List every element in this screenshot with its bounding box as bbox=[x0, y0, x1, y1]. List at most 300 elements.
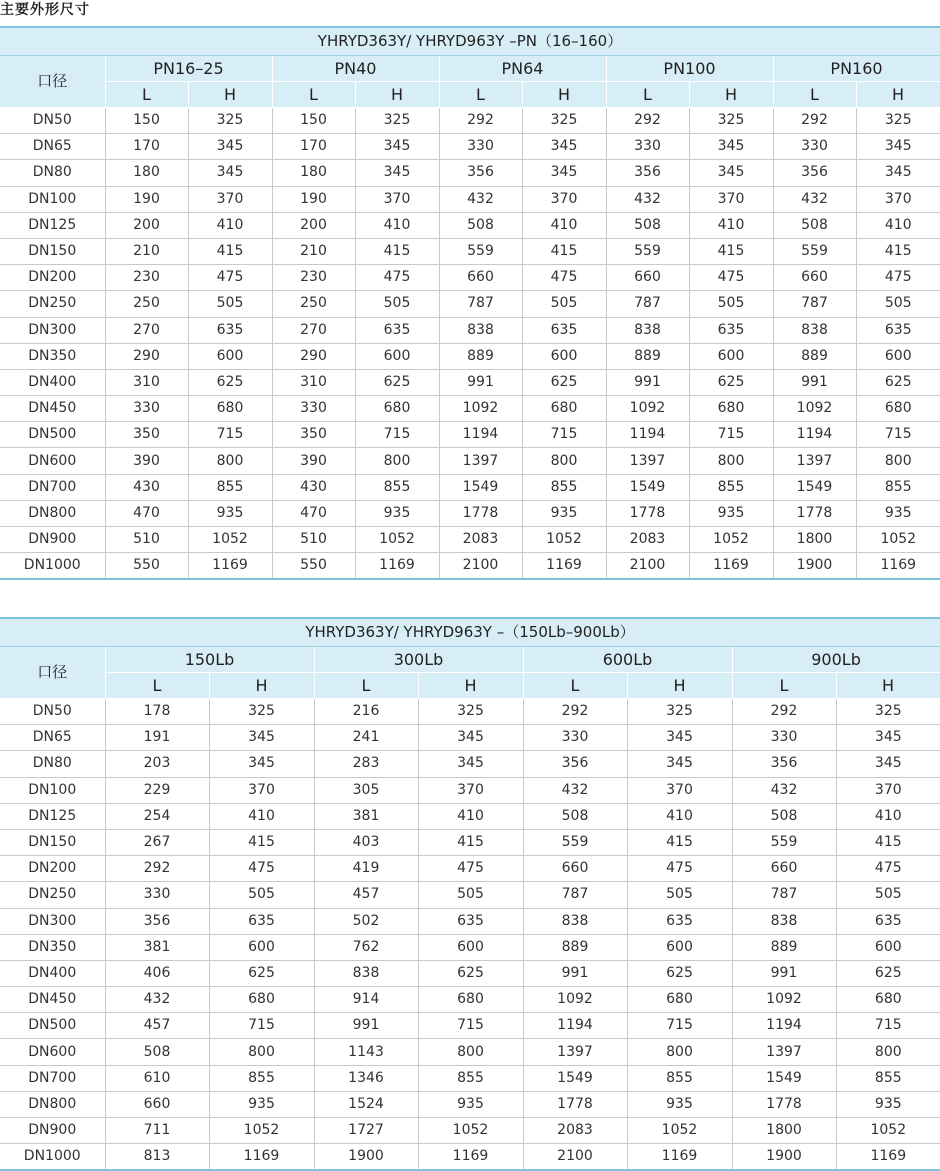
l-value-cell: 838 bbox=[773, 317, 856, 343]
h-value-cell: 345 bbox=[209, 725, 314, 751]
table-row bbox=[0, 1065, 940, 1091]
l-value-cell: 610 bbox=[105, 1065, 209, 1091]
table-row bbox=[0, 934, 940, 960]
h-value-cell: 325 bbox=[418, 699, 523, 725]
h-value-cell: 635 bbox=[836, 908, 940, 934]
group-header: PN100 bbox=[606, 56, 773, 82]
l-value-cell: 305 bbox=[314, 777, 418, 803]
h-value-cell: 600 bbox=[355, 343, 439, 369]
l-value-cell: 356 bbox=[523, 751, 627, 777]
l-value-cell: 838 bbox=[732, 908, 836, 934]
size-cell: DN65 bbox=[0, 134, 105, 160]
h-value-cell: 475 bbox=[856, 265, 940, 291]
size-cell: DN700 bbox=[0, 1065, 105, 1091]
l-value-cell: 200 bbox=[272, 212, 355, 238]
l-value-cell: 432 bbox=[523, 777, 627, 803]
l-value-cell: 508 bbox=[773, 212, 856, 238]
table-row bbox=[0, 134, 940, 160]
size-cell: DN150 bbox=[0, 238, 105, 264]
l-value-cell: 432 bbox=[606, 186, 689, 212]
h-value-cell: 415 bbox=[209, 829, 314, 855]
h-value-cell: 635 bbox=[209, 908, 314, 934]
size-cell: DN150 bbox=[0, 829, 105, 855]
h-value-cell: 505 bbox=[418, 882, 523, 908]
h-value-cell: 800 bbox=[856, 448, 940, 474]
h-value-cell: 600 bbox=[418, 934, 523, 960]
l-value-cell: 1397 bbox=[606, 448, 689, 474]
table-row bbox=[0, 882, 940, 908]
l-value-cell: 432 bbox=[439, 186, 522, 212]
h-value-cell: 635 bbox=[689, 317, 773, 343]
h-value-cell: 715 bbox=[856, 422, 940, 448]
l-header: L bbox=[606, 82, 689, 108]
table-row bbox=[0, 987, 940, 1013]
l-value-cell: 1778 bbox=[439, 500, 522, 526]
size-cell: DN80 bbox=[0, 160, 105, 186]
h-value-cell: 715 bbox=[836, 1013, 940, 1039]
h-value-cell: 855 bbox=[355, 474, 439, 500]
table-row bbox=[0, 856, 940, 882]
l-value-cell: 787 bbox=[732, 882, 836, 908]
l-value-cell: 330 bbox=[606, 134, 689, 160]
h-value-cell: 935 bbox=[209, 1091, 314, 1117]
h-value-cell: 635 bbox=[355, 317, 439, 343]
h-value-cell: 800 bbox=[627, 1039, 732, 1065]
h-value-cell: 715 bbox=[522, 422, 606, 448]
h-value-cell: 325 bbox=[856, 108, 940, 134]
l-value-cell: 502 bbox=[314, 908, 418, 934]
h-value-cell: 625 bbox=[856, 369, 940, 395]
l-value-cell: 889 bbox=[439, 343, 522, 369]
h-value-cell: 345 bbox=[856, 160, 940, 186]
l-value-cell: 1778 bbox=[773, 500, 856, 526]
l-value-cell: 508 bbox=[105, 1039, 209, 1065]
h-value-cell: 415 bbox=[856, 238, 940, 264]
h-value-cell: 1052 bbox=[856, 527, 940, 553]
h-value-cell: 800 bbox=[355, 448, 439, 474]
l-header: L bbox=[773, 82, 856, 108]
h-value-cell: 935 bbox=[188, 500, 272, 526]
size-cell: DN300 bbox=[0, 317, 105, 343]
h-value-cell: 345 bbox=[522, 160, 606, 186]
l-value-cell: 270 bbox=[272, 317, 355, 343]
h-value-cell: 635 bbox=[188, 317, 272, 343]
h-value-cell: 410 bbox=[689, 212, 773, 238]
l-value-cell: 330 bbox=[732, 725, 836, 751]
h-value-cell: 1169 bbox=[188, 553, 272, 580]
size-cell: DN65 bbox=[0, 725, 105, 751]
group-header: 300Lb bbox=[314, 647, 523, 673]
page-heading: 主要外形尺寸 bbox=[0, 2, 90, 18]
l-value-cell: 356 bbox=[732, 751, 836, 777]
group-header: PN40 bbox=[272, 56, 439, 82]
h-header: H bbox=[188, 82, 272, 108]
table-row bbox=[0, 238, 940, 264]
l-value-cell: 419 bbox=[314, 856, 418, 882]
h-value-cell: 600 bbox=[836, 934, 940, 960]
l-value-cell: 838 bbox=[439, 317, 522, 343]
l-value-cell: 292 bbox=[523, 699, 627, 725]
h-value-cell: 370 bbox=[209, 777, 314, 803]
l-value-cell: 229 bbox=[105, 777, 209, 803]
h-value-cell: 505 bbox=[689, 291, 773, 317]
l-value-cell: 430 bbox=[105, 474, 188, 500]
l-value-cell: 356 bbox=[439, 160, 522, 186]
h-value-cell: 625 bbox=[209, 960, 314, 986]
h-value-cell: 935 bbox=[355, 500, 439, 526]
size-cell: DN50 bbox=[0, 108, 105, 134]
l-value-cell: 660 bbox=[606, 265, 689, 291]
l-value-cell: 838 bbox=[523, 908, 627, 934]
h-value-cell: 415 bbox=[522, 238, 606, 264]
table-title: YHRYD363Y/ YHRYD963Y –（150Lb–900Lb） bbox=[0, 618, 940, 647]
h-value-cell: 410 bbox=[188, 212, 272, 238]
h-value-cell: 1052 bbox=[209, 1118, 314, 1144]
table-row bbox=[0, 448, 940, 474]
h-value-cell: 935 bbox=[418, 1091, 523, 1117]
l-value-cell: 457 bbox=[314, 882, 418, 908]
h-header: H bbox=[355, 82, 439, 108]
l-value-cell: 508 bbox=[523, 803, 627, 829]
l-value-cell: 250 bbox=[105, 291, 188, 317]
h-value-cell: 800 bbox=[522, 448, 606, 474]
h-value-cell: 370 bbox=[188, 186, 272, 212]
l-value-cell: 170 bbox=[272, 134, 355, 160]
h-value-cell: 600 bbox=[188, 343, 272, 369]
h-value-cell: 475 bbox=[627, 856, 732, 882]
l-value-cell: 2100 bbox=[606, 553, 689, 580]
group-header: PN16–25 bbox=[105, 56, 272, 82]
l-value-cell: 762 bbox=[314, 934, 418, 960]
l-header: L bbox=[732, 673, 836, 699]
group-header: PN160 bbox=[773, 56, 940, 82]
table-row bbox=[0, 725, 940, 751]
l-value-cell: 508 bbox=[439, 212, 522, 238]
l-value-cell: 310 bbox=[105, 369, 188, 395]
l-value-cell: 1524 bbox=[314, 1091, 418, 1117]
table-row bbox=[0, 699, 940, 725]
table-row bbox=[0, 1118, 940, 1144]
h-value-cell: 625 bbox=[188, 369, 272, 395]
size-cell: DN800 bbox=[0, 500, 105, 526]
l-value-cell: 889 bbox=[773, 343, 856, 369]
table-row bbox=[0, 265, 940, 291]
size-cell: DN250 bbox=[0, 882, 105, 908]
table-row bbox=[0, 777, 940, 803]
l-value-cell: 1549 bbox=[523, 1065, 627, 1091]
l-value-cell: 838 bbox=[314, 960, 418, 986]
h-value-cell: 475 bbox=[355, 265, 439, 291]
h-value-cell: 1052 bbox=[355, 527, 439, 553]
l-value-cell: 991 bbox=[773, 369, 856, 395]
l-value-cell: 1194 bbox=[732, 1013, 836, 1039]
l-value-cell: 914 bbox=[314, 987, 418, 1013]
l-value-cell: 660 bbox=[105, 1091, 209, 1117]
l-value-cell: 432 bbox=[732, 777, 836, 803]
h-value-cell: 600 bbox=[522, 343, 606, 369]
l-value-cell: 254 bbox=[105, 803, 209, 829]
l-value-cell: 787 bbox=[523, 882, 627, 908]
l-value-cell: 1900 bbox=[732, 1144, 836, 1171]
l-value-cell: 787 bbox=[773, 291, 856, 317]
h-value-cell: 1052 bbox=[522, 527, 606, 553]
l-value-cell: 787 bbox=[439, 291, 522, 317]
h-value-cell: 475 bbox=[689, 265, 773, 291]
h-value-cell: 1052 bbox=[627, 1118, 732, 1144]
size-cell: DN900 bbox=[0, 527, 105, 553]
h-value-cell: 800 bbox=[836, 1039, 940, 1065]
l-value-cell: 1194 bbox=[773, 422, 856, 448]
h-value-cell: 370 bbox=[522, 186, 606, 212]
l-value-cell: 1092 bbox=[439, 396, 522, 422]
h-value-cell: 935 bbox=[836, 1091, 940, 1117]
l-value-cell: 1778 bbox=[732, 1091, 836, 1117]
h-value-cell: 345 bbox=[188, 134, 272, 160]
h-value-cell: 715 bbox=[689, 422, 773, 448]
h-value-cell: 800 bbox=[188, 448, 272, 474]
h-value-cell: 370 bbox=[627, 777, 732, 803]
table-row bbox=[0, 527, 940, 553]
l-value-cell: 1549 bbox=[606, 474, 689, 500]
l-value-cell: 550 bbox=[105, 553, 188, 580]
table-row bbox=[0, 474, 940, 500]
h-value-cell: 855 bbox=[627, 1065, 732, 1091]
l-header: L bbox=[439, 82, 522, 108]
h-value-cell: 855 bbox=[209, 1065, 314, 1091]
h-value-cell: 600 bbox=[856, 343, 940, 369]
l-value-cell: 711 bbox=[105, 1118, 209, 1144]
h-value-cell: 415 bbox=[627, 829, 732, 855]
l-value-cell: 991 bbox=[314, 1013, 418, 1039]
h-value-cell: 680 bbox=[836, 987, 940, 1013]
l-value-cell: 292 bbox=[606, 108, 689, 134]
table-row bbox=[0, 343, 940, 369]
l-header: L bbox=[105, 673, 209, 699]
h-value-cell: 415 bbox=[355, 238, 439, 264]
h-value-cell: 410 bbox=[836, 803, 940, 829]
table-title: YHRYD363Y/ YHRYD963Y –PN（16–160） bbox=[0, 27, 940, 56]
h-value-cell: 935 bbox=[522, 500, 606, 526]
h-value-cell: 1169 bbox=[627, 1144, 732, 1171]
table-row bbox=[0, 422, 940, 448]
l-value-cell: 1194 bbox=[523, 1013, 627, 1039]
h-value-cell: 855 bbox=[418, 1065, 523, 1091]
h-value-cell: 600 bbox=[209, 934, 314, 960]
l-value-cell: 660 bbox=[773, 265, 856, 291]
group-header: 600Lb bbox=[523, 647, 732, 673]
h-value-cell: 625 bbox=[355, 369, 439, 395]
h-value-cell: 475 bbox=[836, 856, 940, 882]
size-header: 口径 bbox=[0, 56, 105, 108]
h-value-cell: 370 bbox=[856, 186, 940, 212]
h-value-cell: 680 bbox=[188, 396, 272, 422]
h-value-cell: 1052 bbox=[188, 527, 272, 553]
group-header: PN64 bbox=[439, 56, 606, 82]
table-row bbox=[0, 1144, 940, 1171]
h-value-cell: 345 bbox=[627, 751, 732, 777]
table-row bbox=[0, 553, 940, 580]
h-value-cell: 625 bbox=[418, 960, 523, 986]
l-value-cell: 1194 bbox=[606, 422, 689, 448]
lb-table-body bbox=[0, 618, 940, 1170]
h-value-cell: 345 bbox=[836, 725, 940, 751]
h-value-cell: 345 bbox=[355, 160, 439, 186]
h-value-cell: 345 bbox=[856, 134, 940, 160]
l-value-cell: 1397 bbox=[523, 1039, 627, 1065]
h-value-cell: 635 bbox=[418, 908, 523, 934]
l-value-cell: 787 bbox=[606, 291, 689, 317]
l-value-cell: 1092 bbox=[523, 987, 627, 1013]
l-value-cell: 292 bbox=[439, 108, 522, 134]
h-value-cell: 715 bbox=[418, 1013, 523, 1039]
table-row bbox=[0, 369, 940, 395]
size-cell: DN125 bbox=[0, 212, 105, 238]
h-value-cell: 345 bbox=[836, 751, 940, 777]
size-cell: DN700 bbox=[0, 474, 105, 500]
l-value-cell: 390 bbox=[272, 448, 355, 474]
size-header: 口径 bbox=[0, 647, 105, 699]
l-value-cell: 330 bbox=[773, 134, 856, 160]
group-header: 900Lb bbox=[732, 647, 940, 673]
l-value-cell: 1778 bbox=[523, 1091, 627, 1117]
table-row bbox=[0, 751, 940, 777]
h-value-cell: 855 bbox=[522, 474, 606, 500]
size-cell: DN400 bbox=[0, 960, 105, 986]
h-value-cell: 410 bbox=[355, 212, 439, 238]
l-value-cell: 889 bbox=[606, 343, 689, 369]
l-value-cell: 356 bbox=[773, 160, 856, 186]
h-value-cell: 345 bbox=[522, 134, 606, 160]
h-value-cell: 345 bbox=[418, 751, 523, 777]
table-row bbox=[0, 212, 940, 238]
h-value-cell: 505 bbox=[355, 291, 439, 317]
l-value-cell: 178 bbox=[105, 699, 209, 725]
size-cell: DN200 bbox=[0, 856, 105, 882]
l-value-cell: 889 bbox=[732, 934, 836, 960]
size-cell: DN600 bbox=[0, 448, 105, 474]
l-value-cell: 660 bbox=[439, 265, 522, 291]
h-header: H bbox=[209, 673, 314, 699]
h-value-cell: 1169 bbox=[209, 1144, 314, 1171]
l-value-cell: 2083 bbox=[523, 1118, 627, 1144]
l-value-cell: 310 bbox=[272, 369, 355, 395]
size-cell: DN300 bbox=[0, 908, 105, 934]
group-header: 150Lb bbox=[105, 647, 314, 673]
l-value-cell: 559 bbox=[773, 238, 856, 264]
h-value-cell: 855 bbox=[188, 474, 272, 500]
h-value-cell: 345 bbox=[627, 725, 732, 751]
l-value-cell: 1778 bbox=[606, 500, 689, 526]
table-row bbox=[0, 960, 940, 986]
l-value-cell: 1900 bbox=[314, 1144, 418, 1171]
h-value-cell: 1169 bbox=[522, 553, 606, 580]
h-value-cell: 1169 bbox=[689, 553, 773, 580]
h-value-cell: 370 bbox=[418, 777, 523, 803]
l-value-cell: 559 bbox=[439, 238, 522, 264]
size-cell: DN450 bbox=[0, 396, 105, 422]
size-cell: DN400 bbox=[0, 369, 105, 395]
h-value-cell: 1169 bbox=[856, 553, 940, 580]
table-row bbox=[0, 908, 940, 934]
h-header: H bbox=[522, 82, 606, 108]
h-value-cell: 370 bbox=[355, 186, 439, 212]
h-value-cell: 370 bbox=[836, 777, 940, 803]
h-value-cell: 325 bbox=[188, 108, 272, 134]
l-value-cell: 292 bbox=[773, 108, 856, 134]
l-value-cell: 180 bbox=[272, 160, 355, 186]
l-value-cell: 230 bbox=[105, 265, 188, 291]
size-cell: DN500 bbox=[0, 1013, 105, 1039]
size-cell: DN350 bbox=[0, 343, 105, 369]
h-value-cell: 855 bbox=[856, 474, 940, 500]
h-value-cell: 635 bbox=[627, 908, 732, 934]
h-value-cell: 680 bbox=[418, 987, 523, 1013]
h-value-cell: 1169 bbox=[418, 1144, 523, 1171]
h-value-cell: 325 bbox=[355, 108, 439, 134]
size-cell: DN450 bbox=[0, 987, 105, 1013]
h-value-cell: 1169 bbox=[355, 553, 439, 580]
h-value-cell: 505 bbox=[627, 882, 732, 908]
table-row bbox=[0, 1039, 940, 1065]
l-value-cell: 470 bbox=[272, 500, 355, 526]
h-value-cell: 1169 bbox=[836, 1144, 940, 1171]
h-value-cell: 475 bbox=[522, 265, 606, 291]
h-value-cell: 935 bbox=[627, 1091, 732, 1117]
h-value-cell: 935 bbox=[689, 500, 773, 526]
l-value-cell: 1092 bbox=[606, 396, 689, 422]
l-header: L bbox=[523, 673, 627, 699]
table-row bbox=[0, 160, 940, 186]
l-value-cell: 356 bbox=[105, 908, 209, 934]
l-value-cell: 1092 bbox=[732, 987, 836, 1013]
h-value-cell: 715 bbox=[209, 1013, 314, 1039]
l-value-cell: 381 bbox=[314, 803, 418, 829]
h-value-cell: 370 bbox=[689, 186, 773, 212]
h-value-cell: 325 bbox=[209, 699, 314, 725]
l-value-cell: 508 bbox=[732, 803, 836, 829]
l-value-cell: 170 bbox=[105, 134, 188, 160]
lb-dimension-table bbox=[0, 617, 940, 1171]
l-value-cell: 1346 bbox=[314, 1065, 418, 1091]
table-row bbox=[0, 829, 940, 855]
l-value-cell: 381 bbox=[105, 934, 209, 960]
l-value-cell: 470 bbox=[105, 500, 188, 526]
size-cell: DN1000 bbox=[0, 1144, 105, 1171]
h-value-cell: 325 bbox=[522, 108, 606, 134]
l-header: L bbox=[314, 673, 418, 699]
l-value-cell: 1092 bbox=[773, 396, 856, 422]
l-value-cell: 430 bbox=[272, 474, 355, 500]
pn-table-body bbox=[0, 27, 940, 579]
h-value-cell: 505 bbox=[856, 291, 940, 317]
size-cell: DN600 bbox=[0, 1039, 105, 1065]
h-value-cell: 715 bbox=[188, 422, 272, 448]
h-value-cell: 410 bbox=[209, 803, 314, 829]
h-value-cell: 855 bbox=[689, 474, 773, 500]
h-value-cell: 1052 bbox=[689, 527, 773, 553]
l-value-cell: 200 bbox=[105, 212, 188, 238]
l-value-cell: 210 bbox=[105, 238, 188, 264]
l-value-cell: 1800 bbox=[773, 527, 856, 553]
table-row bbox=[0, 291, 940, 317]
l-value-cell: 356 bbox=[606, 160, 689, 186]
l-value-cell: 1397 bbox=[439, 448, 522, 474]
l-value-cell: 991 bbox=[606, 369, 689, 395]
h-value-cell: 345 bbox=[418, 725, 523, 751]
h-value-cell: 635 bbox=[522, 317, 606, 343]
h-value-cell: 345 bbox=[355, 134, 439, 160]
h-value-cell: 855 bbox=[836, 1065, 940, 1091]
